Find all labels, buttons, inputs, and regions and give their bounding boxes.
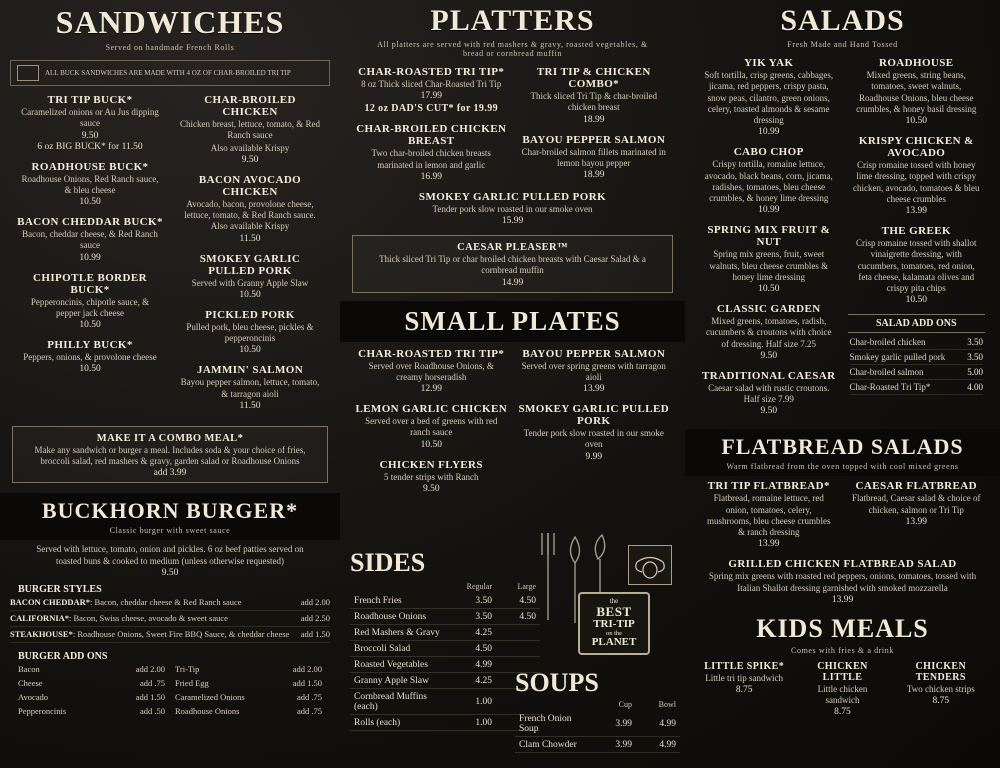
burger-subtitle: Classic burger with sweet sauce [109,526,231,536]
small-plates-items [340,348,685,503]
item-price: 9.50 [422,483,440,494]
item-price: 12.99 [420,384,442,394]
item-name: JAMMIN' SALMON [196,364,304,377]
item-price: 10.50 [239,345,261,356]
item-price: 10.50 [239,289,261,300]
column-platters [340,0,685,768]
item-name: GRILLED CHICKEN FLATBREAD SALAD [728,558,957,571]
menu-item [175,364,325,411]
item-desc: Mixed greens, string beans, tomatoes, sweet walnuts, Roadhouse Onions, bleu cheese crumbles, & honey basil dressing [856,70,977,114]
addon-row: Smokey garlic pulled pork 3.50 [850,350,984,365]
addon-row: Char-Roasted Tri Tip* 4.00 [850,380,984,395]
combo-meal-box [12,426,328,484]
burger-addons [0,651,340,718]
salad-addons-title: SALAD ADD ONS [875,318,957,330]
menu-item [700,146,838,215]
item-name: LITTLE SPIKE* [704,660,785,672]
item-price: 9.50 [81,130,99,141]
burger-addons-title: BURGER ADD ONS [18,650,108,662]
item-name: CABO CHOP [733,146,804,159]
item-price: 13.99 [905,206,927,216]
sandwiches-left-col [10,94,170,420]
menu-item [355,123,508,182]
item-name: CHAR-ROASTED TRI TIP* [358,66,505,78]
item-desc: Chicken breast, lettuce, tomato, & Red Ranch sauce [180,119,320,141]
platters-title: PLATTERS [430,4,595,37]
style-name: CALIFORNIA* [10,613,70,624]
item-price: 16.99 [420,171,442,182]
burger-styles [0,584,340,643]
item-name: TRADITIONAL CAESAR [702,369,836,382]
soups-title: SOUPS [515,668,599,697]
item-desc: Thick sliced Tri Tip & char-broiled chicken breast [530,91,658,113]
style-price: add 2.50 [300,613,330,624]
item-desc: Bayou pepper salmon, lettuce, tomato, & tarragon aioli [180,377,320,399]
salads-items [685,57,1000,425]
item-price: 10.50 [79,197,101,207]
best-tritip-badge: the BEST TRI-TIP on the PLANET [578,592,650,655]
style-name: BACON CHEDDAR* [10,597,91,608]
item-name: LEMON GARLIC CHICKEN [355,403,508,415]
item-extra: 12 oz DAD'S CUT* for 19.99 [364,103,499,115]
style-name: STEAKHOUSE* [10,629,73,640]
item-price: 13.99 [583,384,605,394]
sides-col-regular: Regular [466,582,492,591]
menu-item [685,558,1000,605]
item-name: KRISPY CHICKEN & AVOCADO [858,135,974,159]
item-name: BACON CHEDDAR BUCK* [17,216,163,228]
menu-item [518,403,671,462]
item-name: TRI TIP BUCK* [47,94,133,106]
sides-col-large: Large [517,582,536,591]
style-desc: : Roadhouse Onions, Sweet Fire BBQ Sauce, & cheddar cheese [72,629,290,640]
menu-item [175,253,325,300]
item-price: 10.99 [758,127,780,138]
menu-item [175,174,325,244]
kids-header [685,614,1000,655]
flatbread-title: FLATBREAD SALADS [721,434,964,460]
table-row: French Onion Soup 3.99 4.99 [515,711,680,737]
menu-item [355,66,508,114]
item-name: SMOKEY GARLIC PULLED PORK [418,190,607,203]
item-desc: Served with Granny Apple Slaw [191,277,309,288]
item-price: 10.50 [420,439,442,450]
burger-style-row [10,627,330,643]
soups-col-cup: Cup [618,700,632,709]
item-name: SPRING MIX FRUIT & NUT [707,224,831,249]
small-plates-left-col [350,348,513,503]
burger-title: BUCKHORN BURGER* [41,498,299,524]
item-desc: Two char-broiled chicken breasts marinated in lemon and garlic [371,148,491,170]
salad-addons-list [848,333,986,397]
item-name: BAYOU PEPPER SALMON [522,133,666,146]
column-sandwiches [0,0,340,768]
burger-styles-title: BURGER STYLES [18,583,102,595]
item-desc: Char-broiled salmon fillets marinated in lemon bayou pepper [521,146,666,168]
item-name: CHIPOTLE BORDER BUCK* [33,271,147,296]
menu-item [892,661,990,718]
menu-item [700,303,838,361]
item-name: THE GREEK [881,225,951,237]
item-price: 8.75 [932,696,950,706]
item-price: 17.99 [420,91,442,102]
menu-item [700,370,838,417]
item-price: 11.50 [239,400,261,411]
item-desc: Caesar salad with rustic croutons. Half size 7.99 [708,382,830,404]
addon-row: Char-broiled chicken 3.50 [850,335,984,350]
platters-left-col [350,66,513,191]
item-desc: 5 tender strips with Ranch [384,471,479,482]
menu-item [700,480,838,549]
addon-row: Char-broiled salmon 5.00 [850,365,984,380]
item-name: CHICKEN LITTLE [817,660,868,683]
sandwiches-header [0,0,340,52]
soups-col-bowl: Bowl [658,700,676,709]
item-price: 14.99 [501,277,524,288]
item-desc: Spring mix greens with roasted red peppers, onions, tomatoes, tossed with Italian Shallot dressing garnished with smoked mozzarella [708,571,977,593]
buck-note-text: ALL BUCK SANDWICHES ARE MADE WITH 4 OZ OF CHAR-BROILED TRI TIP [45,68,291,77]
burger-header [0,493,340,540]
item-desc: Crispy tortilla, romaine lettuce, avocado, black beans, corn, jicama, radishes, tomatoes, bleu cheese crumbles, & honey lime dressing [704,159,833,203]
style-desc: : Bacon, Swiss cheese, avocado & sweet sauce [69,613,228,624]
item-desc: Thick sliced Tri Tip or char broiled chicken breasts with Caesar Salad & a cornbread muffin [379,254,646,276]
burger-price: 9.50 [161,567,179,578]
item-name: PHILLY BUCK* [47,339,133,351]
table-row: Granny Apple Slaw 4.25 [350,673,540,689]
item-name: PICKLED PORK [205,308,295,321]
item-desc: Pepperoncinis, chipotle sauce, & pepper jack cheese [30,296,150,318]
combo-title: MAKE IT A COMBO MEAL* [96,432,244,444]
burger-addons-left [18,662,165,718]
item-price: 11.50 [239,233,261,244]
item-price: 9.50 [760,406,778,417]
item-price: 10.99 [758,205,780,216]
menu-item [848,225,986,305]
menu-item [848,135,986,216]
table-row: Roasted Vegetables 4.99 [350,657,540,673]
addon-row: Cheese add .75 [18,677,165,688]
addon-row: Avocado add 1.50 [18,691,165,702]
salads-left-col [695,57,843,425]
menu-item [848,57,986,126]
platters-right-col [513,66,676,191]
item-price: 18.99 [583,114,605,125]
menu-item [15,216,165,263]
item-desc: Mixed greens, tomatoes, radish, cucumbers & croutons with choice of dressing. Half size 7.25 [706,316,832,349]
item-name: CHAR-BROILED CHICKEN BREAST [356,123,507,148]
menu-item [793,661,891,718]
salads-subtitle: Fresh Made and Hand Tossed [787,40,898,49]
menu-item [518,134,671,181]
item-name: CHICKEN TENDERS [915,660,967,683]
sandwiches-right-col [170,94,330,420]
kids-title: KIDS MEALS [756,613,929,643]
item-price: 9.50 [241,154,259,165]
salads-title: SALADS [780,4,905,37]
kids-items [685,661,1000,727]
item-desc: Two chicken strips [906,683,975,694]
burger-style-row [10,595,330,611]
style-price: add 2.00 [300,597,330,608]
item-desc: Tender pork slow roasted in our smoke oven [523,428,664,450]
soups-table [515,700,680,753]
caesar-pleaser-box [352,235,673,293]
menu-item [175,94,325,165]
item-desc: Soft tortilla, crisp greens, cabbages, jicama, red peppers, crispy pasta, snow peas, cilantro, green onions, celery, toasted almonds & sesame dressing [704,70,834,125]
stamp-icon [17,65,39,81]
sandwiches-title: SANDWICHES [55,4,285,40]
item-desc: Little chicken sandwich [817,683,868,705]
steer-head-logo [628,545,672,585]
item-price: 8.75 [735,685,753,695]
burger-desc: Served with lettuce, tomato, onion and pickles. 6 oz beef patties served on toasted buns & cooked to medium (unless otherwise requested) [36,544,304,566]
addon-row: Caramelized Onions add .75 [175,691,322,702]
style-price: add 1.50 [300,629,330,640]
menu-item [175,309,325,356]
item-extra: Also available Krispy [210,142,290,153]
combo-desc: Make any sandwich or burger a meal. Includes soda & your choice of fries, broccoli salad, red mashers & gravy, garden salad or Roadhouse Onions [34,444,306,466]
item-price: 15.99 [501,216,524,226]
item-name: CAESAR PLEASER™ [457,242,568,253]
item-name: CAESAR FLATBREAD [855,480,977,493]
menu-item [15,161,165,208]
item-desc: Crisp romaine tossed with honey lime dressing, topped with crispy chicken, avocado, tomatoes & bleu cheese crumbles [853,160,980,204]
item-name: ROADHOUSE BUCK* [31,160,149,173]
flatbread-subtitle: Warm flatbread from the oven topped with cool mixed greens [726,462,959,472]
table-row: Roadhouse Onions 3.50 4.50 [350,609,540,625]
menu-item [15,272,165,331]
sides-title: SIDES [350,548,426,577]
item-name: TRI TIP FLATBREAD* [707,480,830,493]
platters-items [340,66,685,191]
menu-item [848,480,986,527]
flatbread-header [685,429,1000,476]
item-price: 13.99 [758,539,780,550]
item-desc: Served over spring greens with tarragon aioli [521,360,666,382]
item-name: SMOKEY GARLIC PULLED PORK [518,403,670,427]
item-price: 10.99 [79,252,101,263]
menu-item [700,224,838,294]
buck-note [10,60,330,86]
table-row: Broccoli Salad 4.50 [350,641,540,657]
item-price: 10.50 [905,295,927,306]
addon-row: Roadhouse Onions add .75 [175,705,322,716]
sandwiches-subtitle: Served on handmade French Rolls [105,43,235,52]
item-desc: Pulled pork, bleu cheese, pickles & pepperoncinis [186,321,314,343]
item-price: 10.50 [79,364,101,375]
item-extra: 6 oz BIG BUCK* for 11.50 [37,141,143,152]
addon-row: Bacon add 2.00 [18,663,165,674]
item-desc: Flatbread, romaine lettuce, red onion, tomatoes, celery, mushrooms, bleu cheese crumbles & ranch dressing [707,493,831,537]
style-desc: : Bacon, cheddar cheese & Red Ranch sauce [90,597,242,608]
burger-style-row [10,611,330,627]
table-row: Clam Chowder 3.99 4.99 [515,737,680,753]
item-desc: Avocado, bacon, provolone cheese, lettuce, tomato, & Red Ranch sauce. Also available Krispy [184,198,316,232]
item-price: 9.50 [760,350,778,361]
item-price: 18.99 [583,170,605,180]
item-desc: Flatbread, Caesar salad & choice of chicken, salmon or Tri Tip [852,493,981,515]
small-plates-header [340,301,685,342]
menu-item [700,57,838,137]
item-name: YIK YAK [744,57,794,69]
addon-row: Fried Egg add 1.50 [175,677,322,688]
item-price: 13.99 [905,516,927,527]
platters-subtitle: All platters are served with red mashers & gravy, roasted vegetables, & bread or cornbread muffin [377,40,648,58]
menu-item [695,661,793,718]
column-salads [685,0,1000,768]
item-price: 9.99 [585,451,603,462]
platters-header [340,0,685,58]
table-row: Rolls (each) 1.00 [350,715,540,731]
table-row: French Fries 3.50 4.50 [350,593,540,609]
item-price: 8.75 [834,707,851,718]
menu-item [355,348,508,395]
menu-item [340,191,685,226]
soups-section [515,668,680,753]
addon-row: Tri-Tip add 2.00 [175,663,322,674]
item-name: CLASSIC GARDEN [716,303,821,315]
salads-header [685,0,1000,49]
combo-price: add 3.99 [153,468,187,479]
item-price: 10.50 [758,284,780,294]
item-name: SMOKEY GARLIC PULLED PORK [199,252,301,277]
small-plates-title: SMALL PLATES [404,305,621,336]
menu-item [355,459,508,494]
salads-right-col [843,57,991,425]
item-price: 10.50 [905,116,927,126]
item-price: 13.99 [831,594,854,605]
burger-desc-block [0,544,340,578]
item-desc: Crisp romaine tossed with shallot vinaigrette dressing, with cucumbers, tomatoes, red onion, feta cheese, kalamata olives and crispy pita chips [856,238,977,293]
small-plates-right-col [513,348,676,503]
burger-addons-right [175,662,322,718]
item-desc: Served over a bed of greens with red ranch sauce [365,416,498,438]
item-desc: Peppers, onions, & provolone cheese [23,352,157,362]
item-desc: Served over Roadhouse Onions, & creamy horseradish [368,360,494,382]
item-name: CHICKEN FLYERS [379,458,483,471]
item-name: BACON AVOCADO CHICKEN [198,173,302,198]
table-row: Red Mashers & Gravy 4.25 [350,625,540,641]
addon-row: Pepperoncinis add .50 [18,705,165,716]
kids-subtitle: Comes with fries & a drink [791,645,894,655]
item-desc: 8 oz Thick sliced Char-Roasted Tri Tip [361,79,502,89]
item-desc: Little tri tip sandwich [705,672,784,683]
menu-item [15,94,165,152]
flatbread-items [685,480,1000,558]
item-desc: Bacon, cheddar cheese, & Red Ranch sauce [22,229,158,251]
item-name: TRI TIP & CHICKEN COMBO* [536,66,651,90]
sides-section [350,548,540,731]
item-name: BAYOU PEPPER SALMON [522,347,666,360]
sides-table [350,582,540,731]
menu-item [15,339,165,374]
item-name: CHAR-BROILED CHICKEN [204,94,296,118]
sandwiches-items [0,94,340,420]
item-desc: Roadhouse Onions, Red Ranch sauce, & bleu cheese [21,173,159,195]
item-desc: Spring mix greens, fruit, sweet walnuts, bleu cheese crumbles & honey lime dressing [709,249,829,282]
item-name: ROADHOUSE [879,57,954,69]
menu-item [518,348,671,395]
item-price: 10.50 [79,320,101,330]
item-name: CHAR-ROASTED TRI TIP* [358,347,505,360]
item-desc: Caramelized onions or Au Jus dipping sauce [21,107,159,129]
menu-item [355,403,508,450]
table-row: Cornbread Muffins (each) 1.00 [350,689,540,715]
item-desc: Tender pork slow roasted in our smoke oven [432,203,593,214]
menu-item [518,66,671,125]
